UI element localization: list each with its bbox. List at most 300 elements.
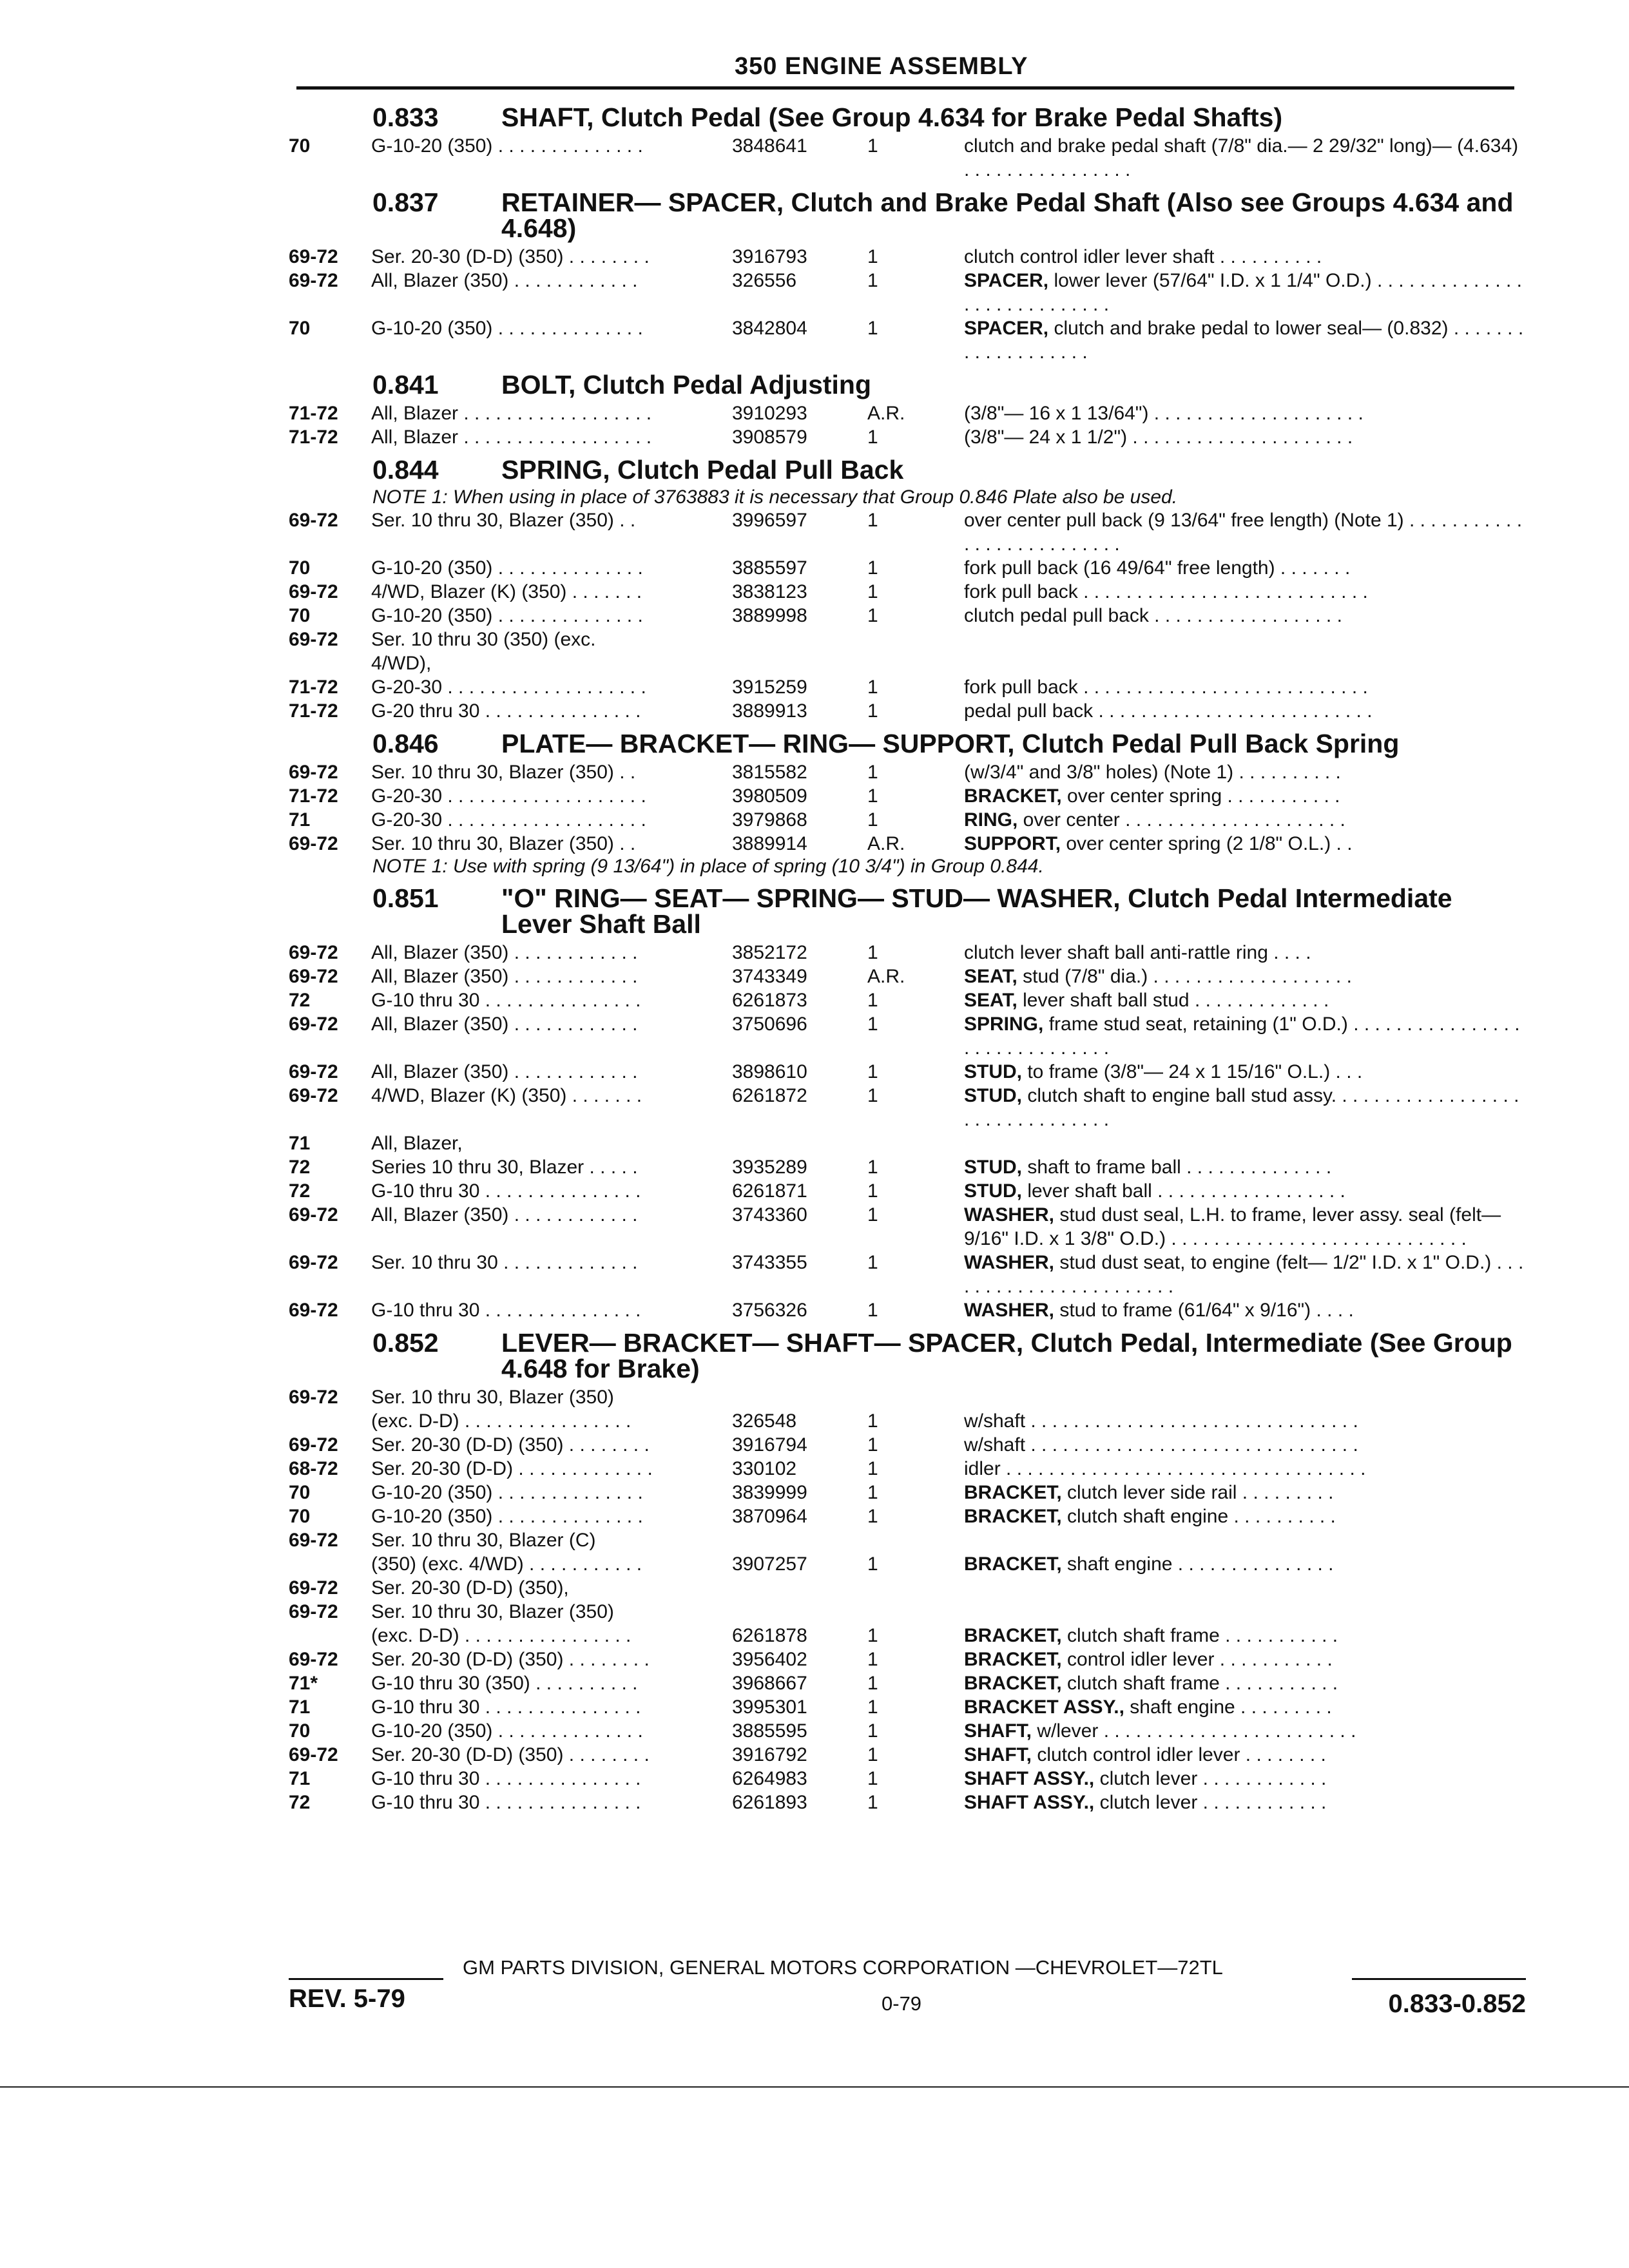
application: Ser. 10 thru 30, Blazer (350) . . [371,762,636,783]
application: Ser. 20-30 (D-D) (350) . . . . . . . . [371,1649,650,1670]
description-keyword: BRACKET, [964,1625,1062,1646]
quantity: 1 [867,1482,878,1503]
quantity: 1 [867,1085,878,1106]
quantity: 1 [867,1673,878,1694]
description-text: stud dust seat, to engine (felt— 1/2" I.D. x 1" O.D.) . . . . . . . . . . . . . . . . . . . . . . . [964,1252,1524,1297]
model-years: 71 [289,1696,311,1718]
application: G-10-20 (350) . . . . . . . . . . . . . . [371,605,643,626]
part-number: 6261893 [732,1792,807,1813]
part-row [289,1155,1526,1179]
model-years [289,1409,371,1433]
part-row [289,699,1526,723]
footer-revision: REV. 5-79 [289,1984,405,2013]
description-keyword: STUD, [964,1085,1022,1106]
description-text: fork pull back (16 49/64" free length) . . . . . . . [964,557,1351,579]
application: G-10-20 (350) . . . . . . . . . . . . . . [371,135,643,157]
description-keyword: SPACER, [964,318,1049,339]
description [964,604,1526,628]
quantity: 1 [867,135,878,157]
part-number: 3916794 [732,1434,807,1456]
application: G-10-20 (350) . . . . . . . . . . . . . . [371,318,643,339]
part-number: 3743349 [732,966,807,987]
model-years: 71-72 [289,403,338,424]
part-row [289,1060,1526,1084]
description [964,1624,1526,1648]
model-years: 69-72 [289,1530,338,1551]
quantity: 1 [867,762,878,783]
model-years: 69-72 [289,510,338,531]
description-text: clutch shaft engine . . . . . . . . . . [1061,1506,1336,1527]
page-footer [289,1952,1526,2030]
quantity: A.R. [867,966,905,987]
description-text: control idler lever . . . . . . . . . . . [1061,1649,1333,1670]
description [964,699,1526,723]
quantity: 1 [867,990,878,1011]
description-text: w/shaft . . . . . . . . . . . . . . . . . . . . . . . . . . . . . . . [964,1434,1358,1456]
description [964,1433,1526,1457]
description-keyword: BRACKET, [964,1649,1062,1670]
part-row [289,1457,1526,1481]
header-rule [296,86,1514,90]
description-keyword: STUD, [964,1180,1022,1202]
quantity: 1 [867,510,878,531]
part-row [289,1409,1526,1433]
model-years: 70 [289,605,311,626]
description-text: clutch lever shaft ball anti-rattle ring . . . . [964,942,1311,963]
description [964,965,1526,988]
description-keyword: SHAFT ASSY., [964,1792,1095,1813]
quantity: 1 [867,1506,878,1527]
model-years: 72 [289,1157,311,1178]
part-number: 3756326 [732,1300,807,1321]
application: G-10 thru 30 . . . . . . . . . . . . . . . [371,1768,641,1789]
description-keyword: WASHER, [964,1252,1055,1273]
part-row [289,1671,1526,1695]
description [964,1385,1526,1409]
application: G-20-30 . . . . . . . . . . . . . . . . . . . [371,785,646,807]
model-years: 69-72 [289,270,338,291]
description [964,556,1526,580]
part-row [289,760,1526,784]
application: All, Blazer (350) . . . . . . . . . . . . [371,270,638,291]
quantity: 1 [867,1792,878,1813]
part-row [289,1528,1526,1552]
part-row [289,1648,1526,1671]
description-text: to frame (3/8"— 24 x 1 15/16" O.L.) . . . [1022,1061,1363,1082]
quantity: 1 [867,1434,878,1456]
description [964,988,1526,1012]
model-years: 71 [289,1133,311,1154]
application: G-10 thru 30 . . . . . . . . . . . . . . . [371,990,641,1011]
description-text: over center pull back (9 13/64" free length) (Note 1) . . . . . . . . . . . . . . . . . . . . . . . . . . [964,510,1523,555]
application: G-10 thru 30 (350) . . . . . . . . . . [371,1673,638,1694]
group-number: 0.841 [372,370,439,399]
quantity: 1 [867,1157,878,1178]
group-heading [289,885,1526,937]
group-title: BOLT, Clutch Pedal Adjusting [501,370,871,399]
parts-list [289,97,1526,1814]
part-row [289,1131,1526,1155]
description [964,808,1526,832]
description [964,1791,1526,1814]
part-row [289,1552,1526,1576]
application: G-10 thru 30 . . . . . . . . . . . . . . . [371,1300,641,1321]
description-keyword: SHAFT, [964,1744,1032,1765]
application: (exc. D-D) . . . . . . . . . . . . . . . . [371,1625,631,1646]
part-row [289,784,1526,808]
model-years: 71-72 [289,677,338,698]
part-number: 3916793 [732,246,807,267]
part-row [289,808,1526,832]
part-number: 3979868 [732,809,807,831]
model-years: 70 [289,135,311,157]
description-text: clutch and brake pedal shaft (7/8" dia.— 2 29/32" long)— (4.634) . . . . . . . . . . . . . . . . [964,135,1519,180]
quantity: 1 [867,1014,878,1035]
description-text: pedal pull back . . . . . . . . . . . . . . . . . . . . . . . . . . [964,700,1373,722]
description [964,269,1526,316]
group-number: 0.852 [372,1328,439,1358]
description [964,832,1526,856]
bottom-rule [0,2086,1629,2088]
description [964,1060,1526,1084]
part-number: 3870964 [732,1506,807,1527]
group-title: LEVER— BRACKET— SHAFT— SPACER, Clutch Pedal, Intermediate (See Group 4.648 for Brake) [501,1328,1512,1383]
application: Ser. 10 thru 30, Blazer (350) . . [371,833,636,854]
model-years: 69-72 [289,1744,338,1765]
quantity [861,1600,964,1624]
application: Ser. 20-30 (D-D) (350) . . . . . . . . [371,1744,650,1765]
model-years: 71* [289,1673,318,1694]
group-heading [289,104,1526,130]
quantity: 1 [867,1553,878,1575]
application: G-10 thru 30 . . . . . . . . . . . . . . . [371,1180,641,1202]
part-number: 3935289 [732,1157,807,1178]
description [964,628,1526,651]
quantity [861,1576,964,1600]
model-years: 69-72 [289,1387,338,1408]
quantity [861,1385,964,1409]
application: Ser. 20-30 (D-D) . . . . . . . . . . . . . [371,1458,653,1479]
part-row [289,941,1526,965]
application: G-20-30 . . . . . . . . . . . . . . . . . . . [371,677,646,698]
quantity: 1 [867,1180,878,1202]
description [964,401,1526,425]
footer-group-range: 0.833-0.852 [1388,1990,1526,2018]
model-years: 69-72 [289,1577,338,1599]
part-number: 6261873 [732,990,807,1011]
description-text: clutch lever . . . . . . . . . . . . [1094,1792,1327,1813]
quantity: 1 [867,809,878,831]
quantity: 1 [867,1720,878,1742]
quantity [861,1131,964,1155]
footer-rule-left [289,1978,443,1980]
application: All, Blazer (350) . . . . . . . . . . . . [371,966,638,987]
description [964,1481,1526,1504]
description-text: idler . . . . . . . . . . . . . . . . . . . . . . . . . . . . . . . . . . [964,1458,1366,1479]
description-keyword: SUPPORT, [964,833,1061,854]
part-row [289,269,1526,316]
description [964,1576,1526,1600]
description-text: clutch control idler lever . . . . . . . . [1032,1744,1326,1765]
description-keyword: SPACER, [964,270,1049,291]
quantity: 1 [867,557,878,579]
application: All, Blazer (350) . . . . . . . . . . . . [371,1061,638,1082]
description [964,1409,1526,1433]
part-row [289,1433,1526,1457]
description-text: (w/3/4" and 3/8" holes) (Note 1) . . . . . . . . . . [964,762,1341,783]
part-number: 3968667 [732,1673,807,1694]
part-row [289,1251,1526,1298]
model-years: 69-72 [289,966,338,987]
model-years: 68-72 [289,1458,338,1479]
description-text: fork pull back . . . . . . . . . . . . . . . . . . . . . . . . . . . [964,677,1368,698]
part-row [289,134,1526,182]
model-years: 71 [289,1768,311,1789]
description-text: (3/8"— 16 x 1 13/64") . . . . . . . . . . . . . . . . . . . . [964,403,1364,424]
model-years: 69-72 [289,833,338,854]
part-row [289,651,1526,675]
part-number: 3750696 [732,1014,807,1035]
part-number: 326548 [732,1410,797,1432]
group-number: 0.851 [372,883,439,913]
model-years: 69-72 [289,246,338,267]
group-heading [289,372,1526,398]
footer-page-number: 0-79 [882,1992,922,2015]
footer-publisher: GM PARTS DIVISION, GENERAL MOTORS CORPORATION —CHEVROLET—72TL [463,1956,1223,1979]
model-years: 69-72 [289,1434,338,1456]
part-row [289,1743,1526,1767]
application: All, Blazer . . . . . . . . . . . . . . . . . . [371,427,652,448]
group-title: PLATE— BRACKET— RING— SUPPORT, Clutch Pedal Pull Back Spring [501,729,1400,758]
group-number: 0.846 [372,729,439,758]
quantity: 1 [867,1300,878,1321]
description [964,1719,1526,1743]
page-title: 350 ENGINE ASSEMBLY [735,53,1028,80]
description [964,1552,1526,1576]
application: All, Blazer (350) . . . . . . . . . . . . [371,1014,638,1035]
description-keyword: WASHER, [964,1204,1055,1225]
model-years: 71-72 [289,427,338,448]
model-years: 72 [289,1792,311,1813]
part-row [289,988,1526,1012]
description-text: over center . . . . . . . . . . . . . . . . . . . . . [1017,809,1345,831]
description [964,1648,1526,1671]
part-number: 3898610 [732,1061,807,1082]
part-number: 6264983 [732,1768,807,1789]
model-years: 69-72 [289,1061,338,1082]
part-row [289,1576,1526,1600]
part-number: 326556 [732,270,797,291]
part-number [732,1600,861,1624]
part-number: 3885595 [732,1720,807,1742]
application: G-10 thru 30 . . . . . . . . . . . . . . . [371,1792,641,1813]
part-row [289,1695,1526,1719]
model-years: 70 [289,318,311,339]
application: G-20 thru 30 . . . . . . . . . . . . . . . [371,700,641,722]
part-row [289,675,1526,699]
group-heading [289,1330,1526,1381]
part-row [289,1791,1526,1814]
description [964,580,1526,604]
quantity: 1 [867,785,878,807]
description-keyword: SEAT, [964,966,1017,987]
part-row [289,965,1526,988]
part-row [289,1624,1526,1648]
quantity: 1 [867,677,878,698]
group-title: SHAFT, Clutch Pedal (See Group 4.634 for Brake Pedal Shafts) [501,102,1283,132]
application: G-10-20 (350) . . . . . . . . . . . . . . [371,1720,643,1742]
quantity: 1 [867,1252,878,1273]
application: Ser. 20-30 (D-D) (350) . . . . . . . . [371,246,650,267]
description-text: clutch pedal pull back . . . . . . . . . . . . . . . . . . [964,605,1342,626]
part-row [289,1481,1526,1504]
description-text: clutch shaft to engine ball stud assy. . . . . . . . . . . . . . . . . . . . . . . . . . . . . . . . [964,1085,1519,1130]
part-number: 3907257 [732,1553,807,1575]
application: Ser. 10 thru 30, Blazer (C) [371,1530,596,1551]
description [964,1298,1526,1322]
description-keyword: BRACKET, [964,1482,1062,1503]
part-row [289,508,1526,556]
description [964,1155,1526,1179]
model-years [289,1624,371,1648]
description-text: shaft to frame ball . . . . . . . . . . . . . . [1022,1157,1332,1178]
description-text: stud to frame (61/64" x 9/16") . . . . [1054,1300,1354,1321]
description-text: clutch shaft frame . . . . . . . . . . . [1061,1673,1338,1694]
quantity [861,651,964,675]
quantity: 1 [867,1410,878,1432]
description-text: shaft engine . . . . . . . . . [1124,1696,1332,1718]
part-number [732,628,861,651]
description-keyword: STUD, [964,1157,1022,1178]
model-years: 69-72 [289,1601,338,1622]
description [964,316,1526,364]
description [964,1600,1526,1624]
application: All, Blazer, [371,1133,463,1154]
description-text: clutch shaft frame . . . . . . . . . . . [1061,1625,1338,1646]
part-number: 3743355 [732,1252,807,1273]
quantity: 1 [867,318,878,339]
description [964,245,1526,269]
model-years: 69-72 [289,1014,338,1035]
description [964,941,1526,965]
group-note: NOTE 1: Use with spring (9 13/64") in place of spring (10 3/4") in Group 0.844. [372,856,1044,877]
description [964,675,1526,699]
part-number: 6261872 [732,1085,807,1106]
description-text: lever shaft ball stud . . . . . . . . . . . . . [1017,990,1329,1011]
part-number: 330102 [732,1458,797,1479]
application: (350) (exc. 4/WD) . . . . . . . . . . . [371,1553,642,1575]
description [964,651,1526,675]
description [964,1251,1526,1298]
description [964,1767,1526,1791]
group-number: 0.833 [372,102,439,132]
quantity: 1 [867,700,878,722]
footer-rule-right [1352,1978,1526,1980]
description-keyword: RING, [964,809,1018,831]
part-row [289,1767,1526,1791]
description-text: stud (7/8" dia.) . . . . . . . . . . . . . . . . . . . [1017,966,1352,987]
description-keyword: BRACKET, [964,1673,1062,1694]
model-years: 70 [289,1720,311,1742]
quantity: 1 [867,270,878,291]
application: All, Blazer . . . . . . . . . . . . . . . . . . [371,403,652,424]
model-years [289,1552,371,1576]
quantity: A.R. [867,403,905,424]
part-number: 3839999 [732,1482,807,1503]
application: 4/WD, Blazer (K) (350) . . . . . . . [371,581,642,602]
model-years: 70 [289,557,311,579]
part-number: 3852172 [732,942,807,963]
description [964,1179,1526,1203]
model-years: 69-72 [289,1085,338,1106]
model-years: 69-72 [289,1204,338,1225]
description-text: clutch control idler lever shaft . . . . . . . . . . [964,246,1322,267]
model-years: 71-72 [289,700,338,722]
description [964,425,1526,449]
part-number: 3889914 [732,833,807,854]
description-text: frame stud seat, retaining (1" O.D.) . . . . . . . . . . . . . . . . . . . . . . . . . . . . . . [964,1014,1520,1059]
description [964,508,1526,556]
description [964,784,1526,808]
group-number: 0.837 [372,187,439,217]
description [964,1504,1526,1528]
part-number: 3915259 [732,677,807,698]
part-row [289,580,1526,604]
part-row [289,832,1526,856]
model-years: 71-72 [289,785,338,807]
part-number: 3842804 [732,318,807,339]
description-text: lower lever (57/64" I.D. x 1 1/4" O.D.) . . . . . . . . . . . . . . . . . . . . . . . . . . . . [964,270,1522,315]
description [964,1528,1526,1552]
part-number: 6261878 [732,1625,807,1646]
quantity: 1 [867,581,878,602]
part-number: 3916792 [732,1744,807,1765]
description-text: clutch lever side rail . . . . . . . . . [1061,1482,1334,1503]
application: G-20-30 . . . . . . . . . . . . . . . . . . . [371,809,646,831]
model-years: 69-72 [289,629,338,650]
part-number: 3995301 [732,1696,807,1718]
description-keyword: WASHER, [964,1300,1055,1321]
part-number: 3889998 [732,605,807,626]
quantity: 1 [867,1061,878,1082]
description-keyword: STUD, [964,1061,1022,1082]
part-number: 6261871 [732,1180,807,1202]
group-note: NOTE 1: When using in place of 3763883 it is necessary that Group 0.846 Plate also be used. [372,486,1178,508]
part-row [289,1719,1526,1743]
application: Ser. 20-30 (D-D) (350) . . . . . . . . [371,1434,650,1456]
quantity: 1 [867,1458,878,1479]
quantity: 1 [867,427,878,448]
description-text: stud dust seal, L.H. to frame, lever assy. seal (felt— 9/16" I.D. x 1 3/8" O.D.) . . . . . . . . . . . . . . . . . . . . . . . . . . . . [964,1204,1501,1249]
part-number: 3743360 [732,1204,807,1225]
description-keyword: BRACKET ASSY., [964,1696,1124,1718]
description-text: over center spring (2 1/8" O.L.) . . [1061,833,1353,854]
application: All, Blazer (350) . . . . . . . . . . . . [371,1204,638,1225]
model-years: 69-72 [289,942,338,963]
part-number [732,1528,861,1552]
part-number [732,1576,861,1600]
application: Ser. 20-30 (D-D) (350), [371,1577,569,1599]
part-number [732,651,861,675]
part-row [289,604,1526,628]
part-row [289,556,1526,580]
part-number: 3889913 [732,700,807,722]
description-text: over center spring . . . . . . . . . . . [1061,785,1340,807]
part-number: 3815582 [732,762,807,783]
description-text: w/shaft . . . . . . . . . . . . . . . . . . . . . . . . . . . . . . . [964,1410,1358,1432]
application: G-10-20 (350) . . . . . . . . . . . . . . [371,1506,643,1527]
model-years: 69-72 [289,1300,338,1321]
